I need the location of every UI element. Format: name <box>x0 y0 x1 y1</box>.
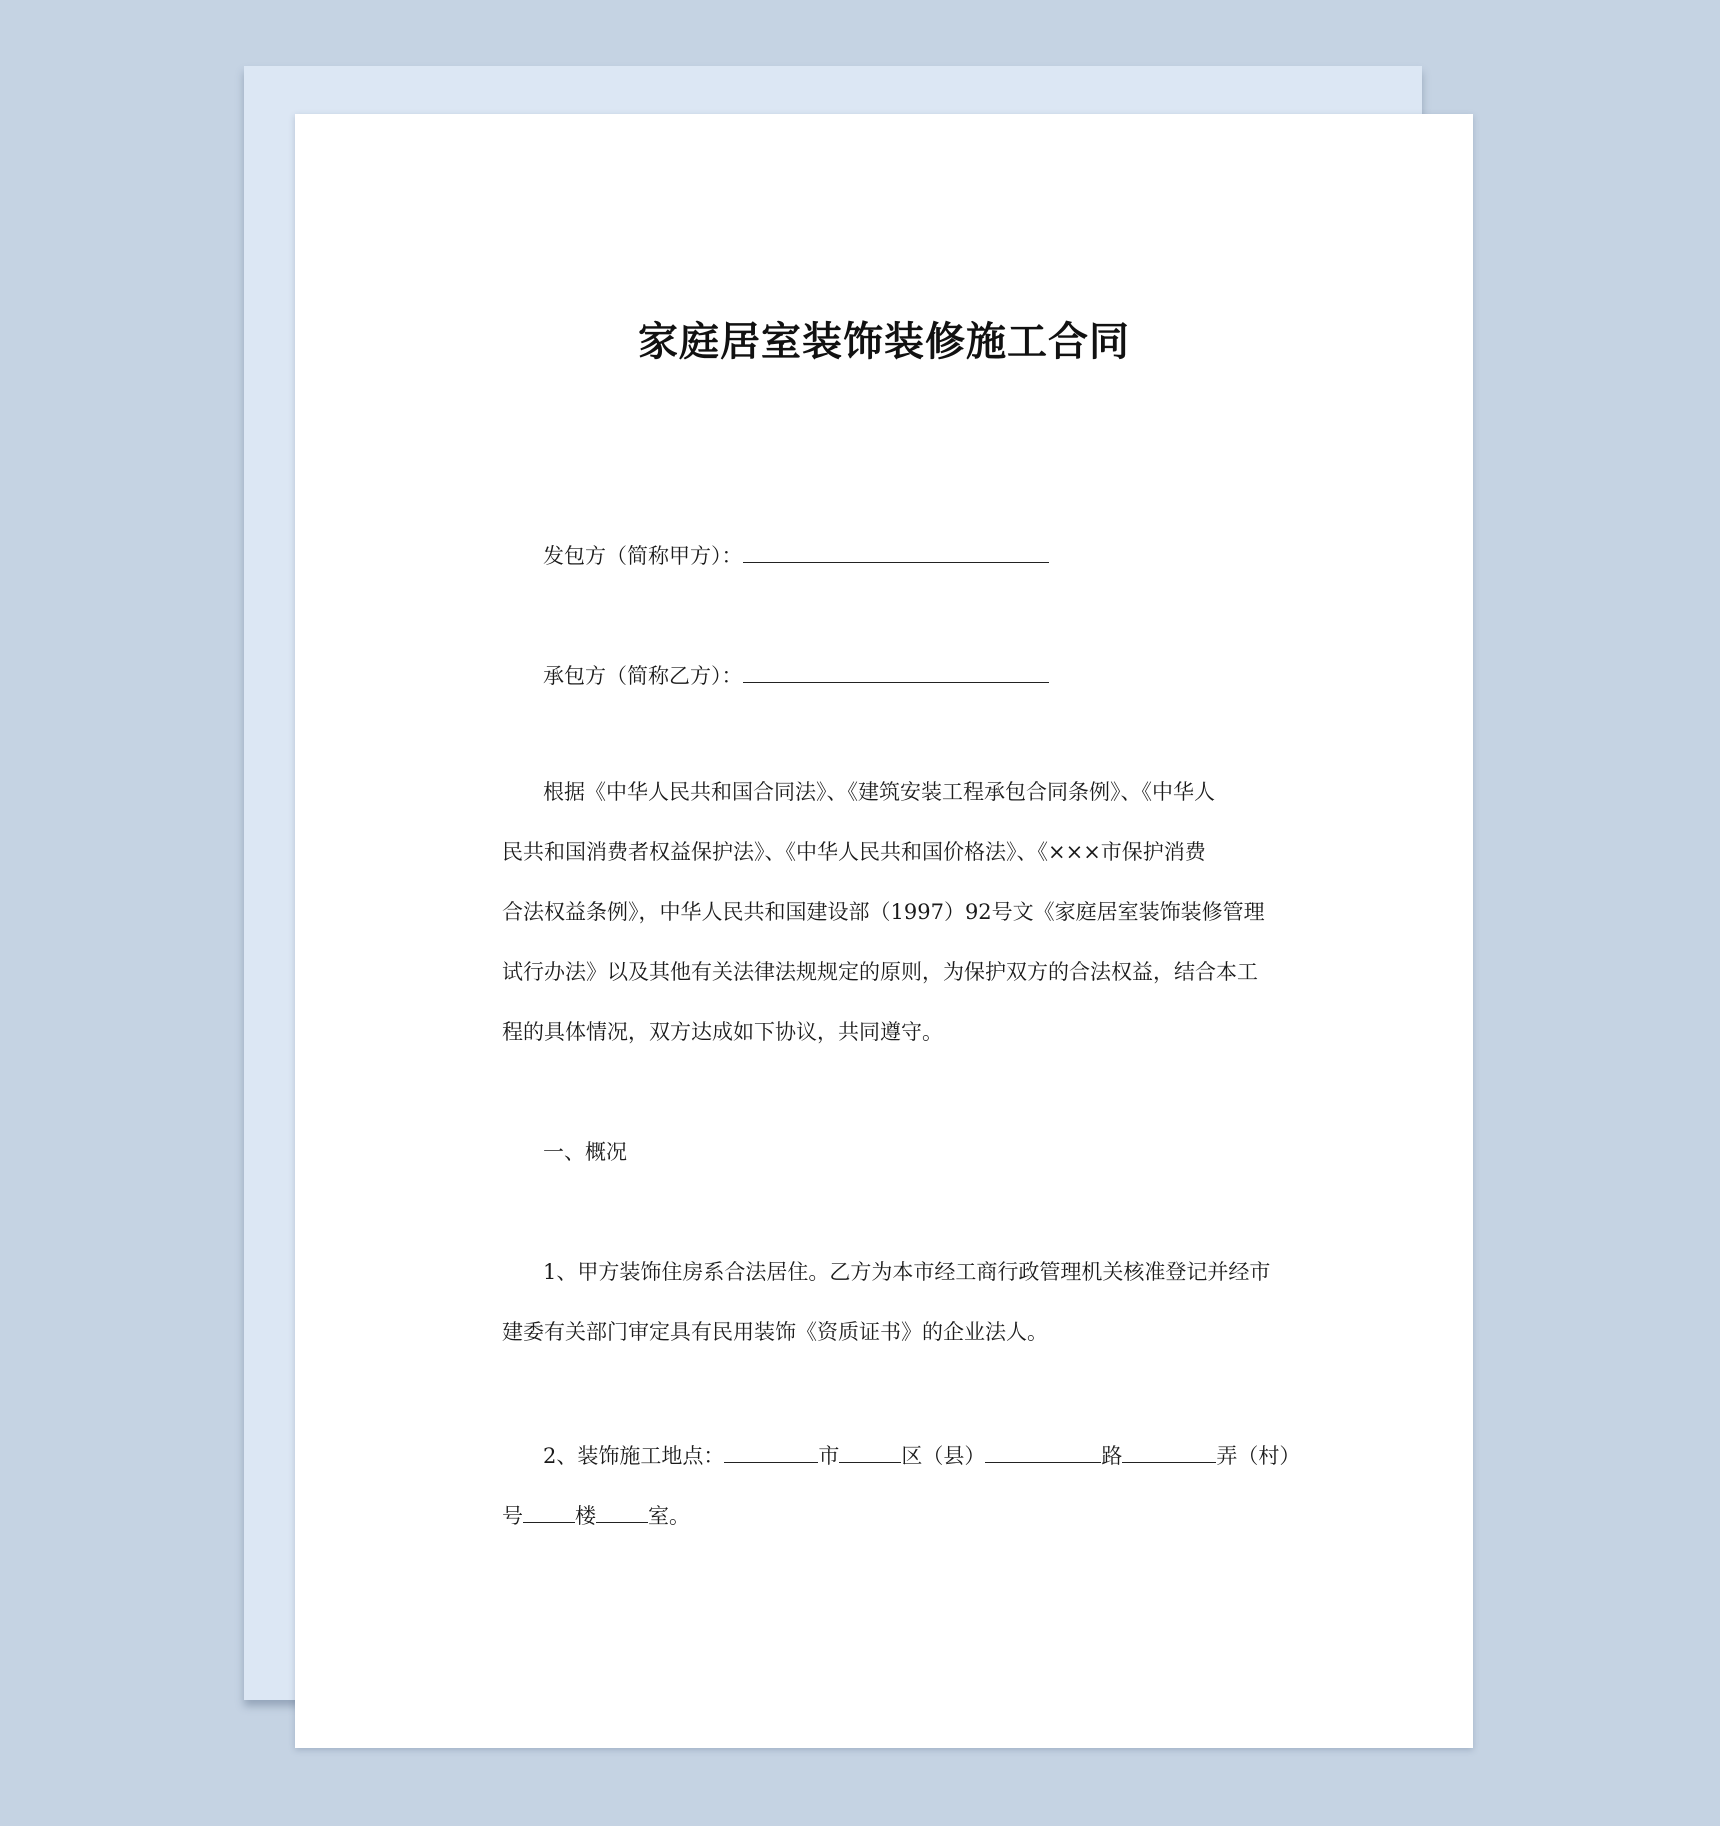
preamble-line-5: 程的具体情况，双方达成如下协议，共同遵守。 <box>502 1020 943 1044</box>
party-b-line <box>543 662 1049 687</box>
item-2-line-1 <box>543 1442 1300 1467</box>
number-label: 号 <box>502 1504 523 1528</box>
lane-blank[interactable] <box>1122 1442 1216 1463</box>
item-2-label: 2、装饰施工地点： <box>543 1444 725 1468</box>
room-label: 室。 <box>648 1504 690 1528</box>
number-blank[interactable] <box>523 1502 575 1523</box>
document-title: 家庭居室装饰装修施工合同 <box>638 319 1130 365</box>
party-a-blank[interactable] <box>743 542 1049 563</box>
preamble-line-1: 根据《中华人民共和国合同法》、《建筑安装工程承包合同条例》、《中华人 <box>543 780 1215 804</box>
building-label: 楼 <box>575 1504 596 1528</box>
item-2-line-2 <box>502 1502 690 1527</box>
road-label: 路 <box>1101 1444 1123 1468</box>
party-b-blank[interactable] <box>743 662 1049 683</box>
party-a-label: 发包方（简称甲方）： <box>543 544 743 568</box>
city-blank[interactable] <box>724 1442 818 1463</box>
lane-label: 弄（村） <box>1216 1444 1301 1468</box>
preamble-line-2: 民共和国消费者权益保护法》、《中华人民共和国价格法》、《×××市保护消费 <box>502 840 1206 864</box>
party-b-label: 承包方（简称乙方）： <box>543 664 743 688</box>
document-page <box>295 114 1473 1748</box>
building-blank[interactable] <box>596 1502 648 1523</box>
road-blank[interactable] <box>985 1442 1101 1463</box>
item-1-line-2: 建委有关部门审定具有民用装饰《资质证书》的企业法人。 <box>502 1320 1048 1344</box>
section-1-heading: 一、概况 <box>543 1140 627 1164</box>
party-a-line <box>543 542 1049 567</box>
preamble-line-3: 合法权益条例》，中华人民共和国建设部（1997）92号文《家庭居室装饰装修管理 <box>502 900 1265 924</box>
district-blank[interactable] <box>839 1442 901 1463</box>
item-1-line-1: 1、甲方装饰住房系合法居住。乙方为本市经工商行政管理机关核准登记并经市 <box>543 1260 1271 1284</box>
district-label: 区（县） <box>901 1444 986 1468</box>
preamble-line-4: 试行办法》以及其他有关法律法规规定的原则，为保护双方的合法权益，结合本工 <box>502 960 1258 984</box>
city-label: 市 <box>818 1444 840 1468</box>
